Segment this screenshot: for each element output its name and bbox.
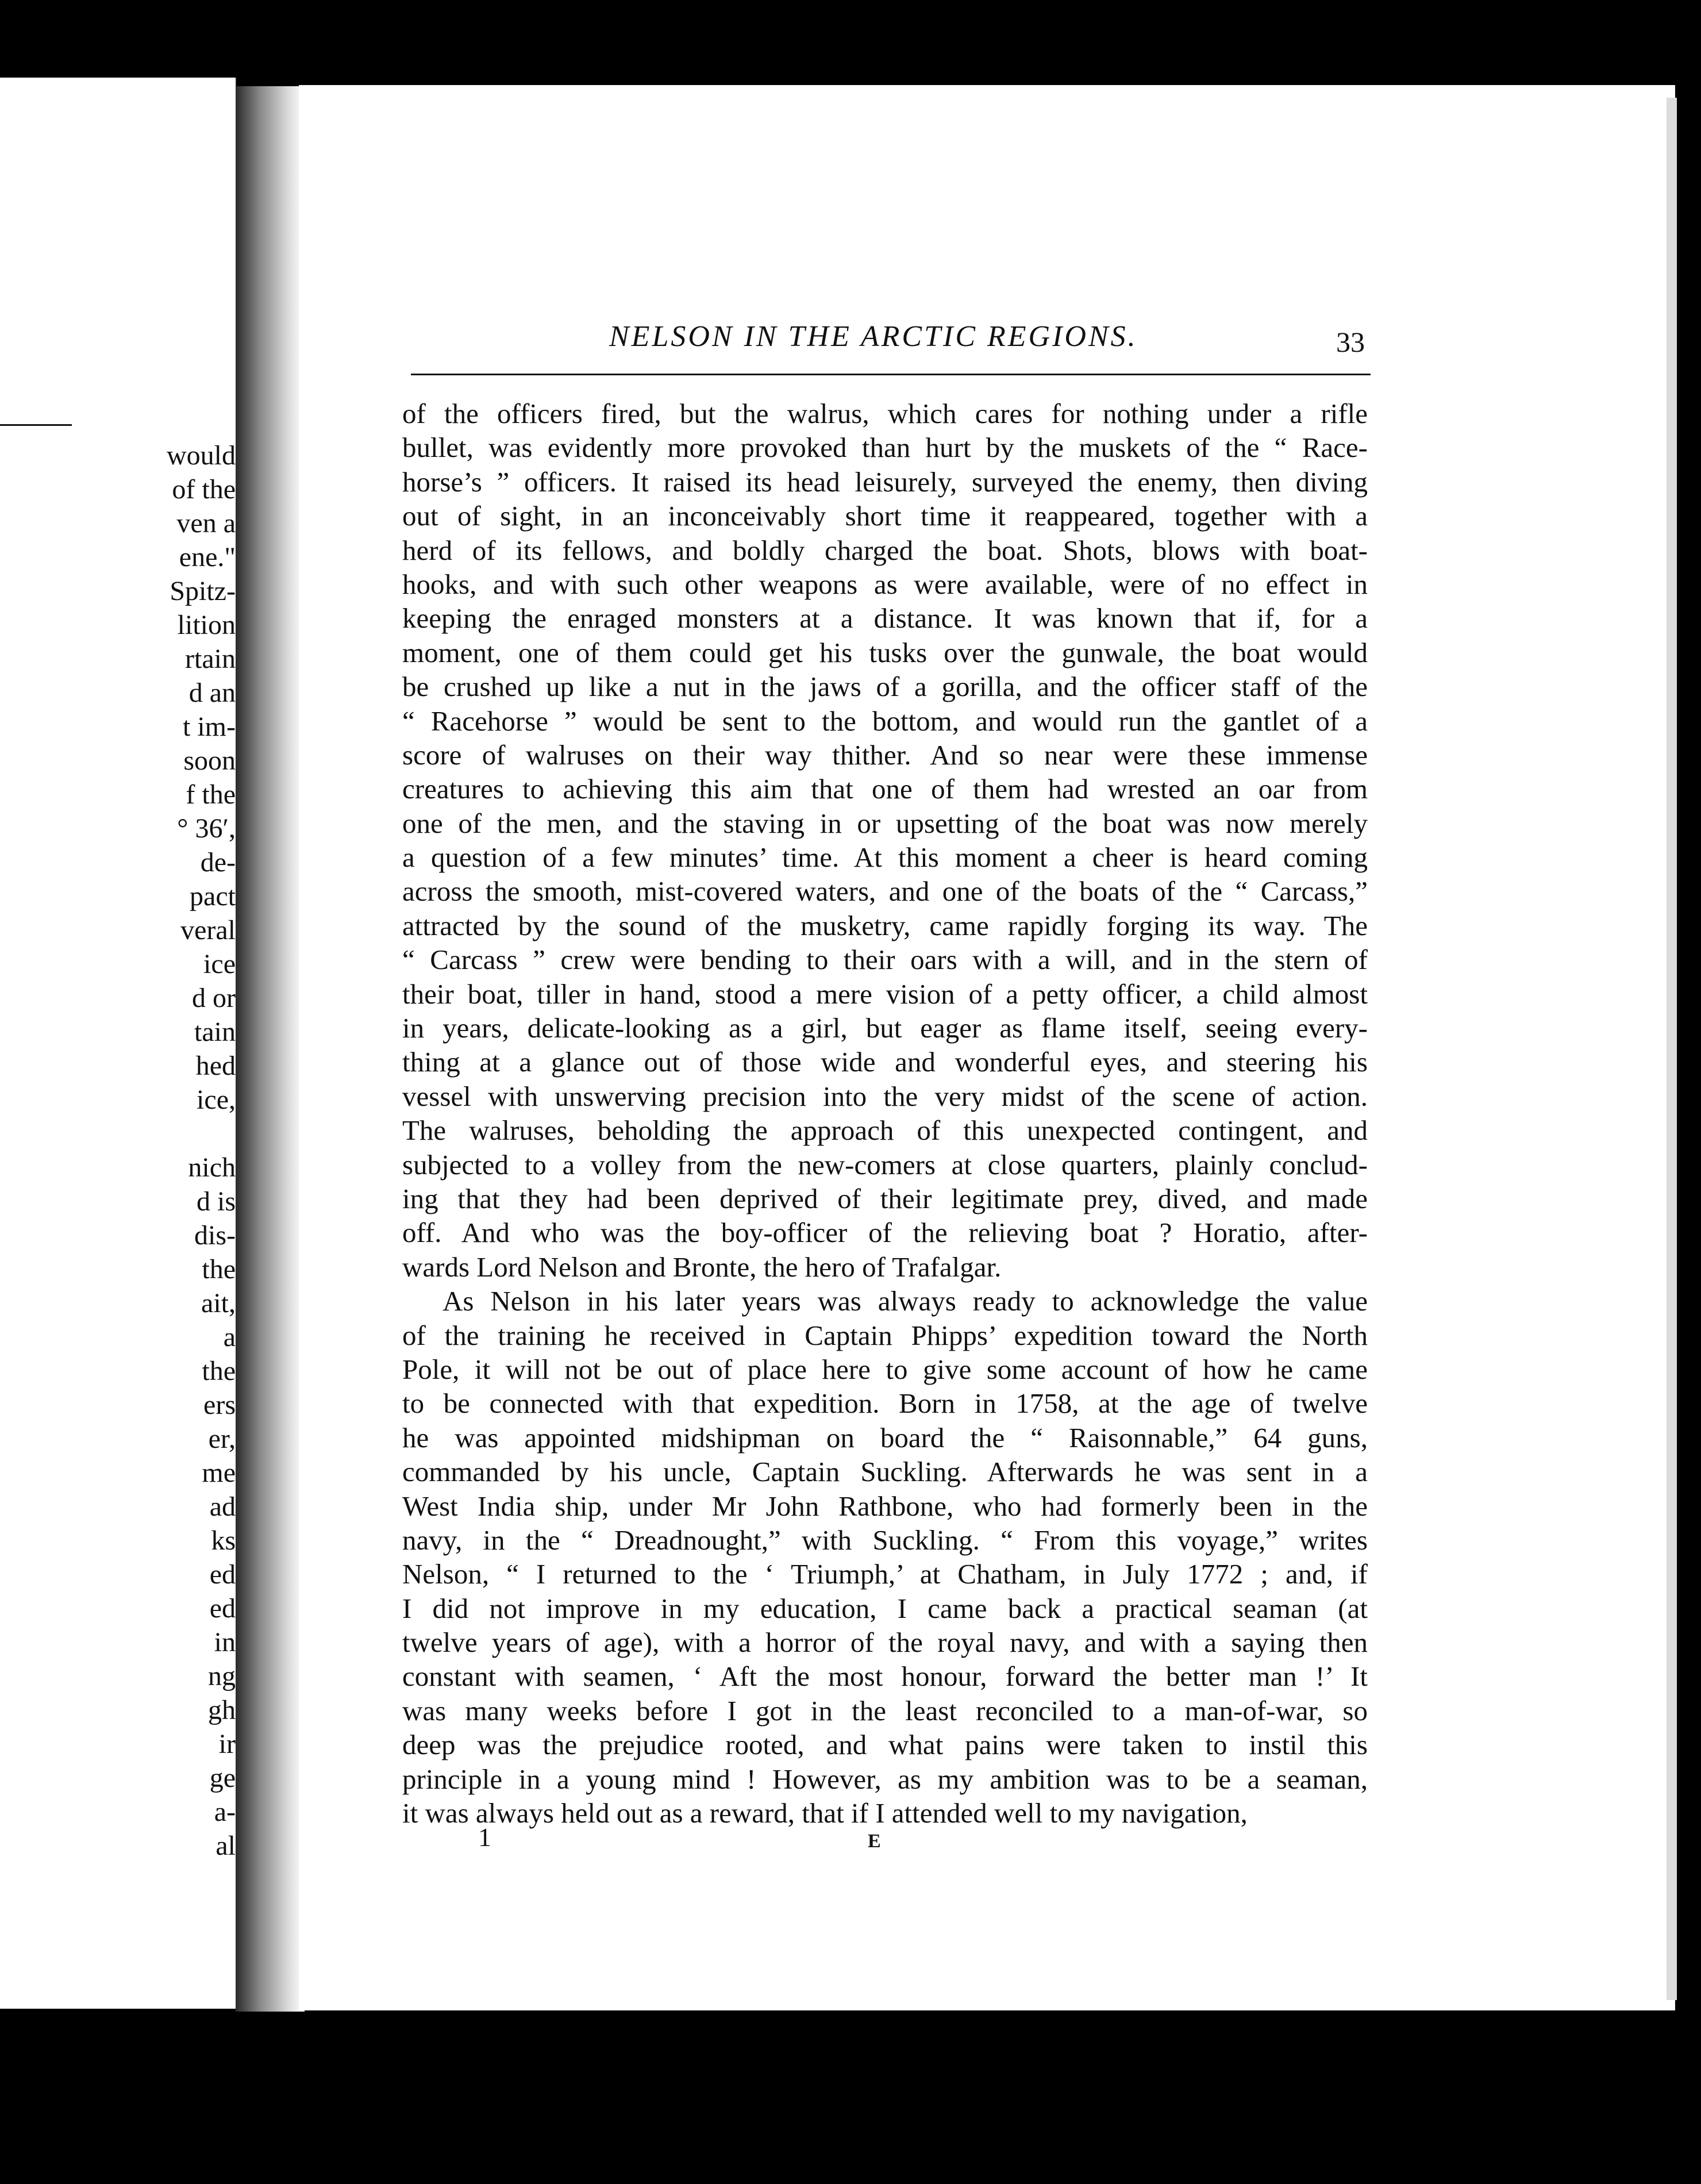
text-line: thing at a glance out of those wide and wonderful eyes, and steering his [402, 1046, 1368, 1078]
left-page-line: ed [209, 1593, 236, 1624]
text-line: deep was the prejudice rooted, and what pains were taken to instil this [402, 1729, 1368, 1761]
text-line: West India ship, under Mr John Rathbone, who had formerly been in the [402, 1490, 1368, 1522]
text-line: As Nelson in his later years was always ready to acknowledge the value [442, 1285, 1368, 1317]
text-line: it was always held out as a reward, that if I attended well to my navigation, [402, 1797, 1248, 1829]
left-page-line: er, [208, 1424, 236, 1454]
left-page-line: a [223, 1322, 236, 1352]
text-line: attracted by the sound of the musketry, came rapidly forging its way. The [402, 909, 1368, 941]
sheet-letter: E [868, 1831, 881, 1852]
left-page-line: dis- [194, 1220, 236, 1251]
left-page-line: veral [180, 915, 236, 945]
text-line: a question of a few minutes’ time. At this moment a cheer is heard coming [402, 841, 1368, 874]
text-line: be crushed up like a nut in the jaws of a gorilla, and the officer staff of the [402, 671, 1368, 703]
text-line: herd of its fellows, and boldly charged the boat. Shots, blows with boat- [402, 534, 1368, 566]
left-page-line: ng [208, 1661, 236, 1691]
text-line: Nelson, “ I returned to the ‘ Triumph,’ at Chatham, in July 1772 ; and, if [402, 1558, 1368, 1590]
left-page-line: tain [194, 1017, 236, 1047]
text-line: one of the men, and the staving in or upsetting of the boat was now merely [402, 807, 1368, 839]
text-line: hooks, and with such other weapons as were available, were of no effect in [402, 568, 1368, 600]
left-page-line [161, 1117, 236, 1151]
left-page-line: ks [211, 1525, 236, 1556]
left-page-line: ° 36′, [177, 813, 236, 844]
left-page-line: rtain [185, 644, 236, 674]
text-line: was many weeks before I got in the least reconciled to a man-of-war, so [402, 1694, 1368, 1727]
left-page-line: would [167, 440, 236, 471]
text-line: out of sight, in an inconceivably short time it reappeared, together with a [402, 500, 1368, 532]
left-page-line: lition [177, 610, 236, 640]
text-line: creatures to achieving this aim that one of them had wrested an oar from [402, 773, 1368, 805]
left-page-line: d is [196, 1186, 236, 1217]
left-page-line: me [202, 1458, 236, 1488]
running-head: NELSON IN THE ARCTIC REGIONS. [609, 320, 1138, 353]
left-page-line: ene." [179, 542, 236, 572]
left-page-line: al [215, 1831, 236, 1861]
left-page-text [161, 439, 236, 1863]
left-page-line: soon [183, 745, 236, 776]
text-line: vessel with unswerving precision into the very midst of the scene of action. [402, 1080, 1368, 1112]
left-page-line: de- [200, 847, 236, 878]
signature-mark: 1 [478, 1822, 491, 1852]
left-page-line: of the [172, 474, 236, 505]
left-page-line: f the [186, 779, 236, 810]
text-line: I did not improve in my education, I came back a practical seaman (at [402, 1592, 1368, 1624]
text-line: their boat, tiller in hand, stood a mere vision of a petty officer, a child almost [402, 978, 1368, 1010]
text-line: commanded by his uncle, Captain Suckling. Afterwards he was sent in a [402, 1456, 1368, 1488]
left-page-line: ice [203, 949, 236, 979]
text-line: twelve years of age), with a horror of the royal navy, and with a saying then [402, 1627, 1368, 1659]
left-page-line: ven a [176, 508, 236, 539]
page-number: 33 [1336, 326, 1365, 358]
left-page-line: a- [214, 1797, 236, 1827]
left-page-line: the [202, 1356, 236, 1386]
text-line: bullet, was evidently more provoked than hurt by the muskets of the “ Race- [402, 432, 1368, 464]
header-rule [411, 374, 1371, 375]
text-line: score of walruses on their way thither. And so near were these immense [402, 739, 1368, 771]
text-line: subjected to a volley from the new-comers at close quarters, plainly conclud- [402, 1148, 1368, 1181]
book-gutter [236, 86, 305, 2012]
left-page-line: ir [218, 1729, 236, 1759]
left-page-line: Spitz- [170, 576, 236, 606]
text-line: ing that they had been deprived of their legitimate prey, dived, and made [402, 1182, 1368, 1214]
left-page-line: ait, [201, 1288, 236, 1318]
left-page-line: the [202, 1254, 236, 1285]
text-line: “ Racehorse ” would be sent to the bottom, and would run the gantlet of a [402, 705, 1368, 737]
text-line: keeping the enraged monsters at a distance. It was known that if, for a [402, 602, 1368, 635]
text-line: of the officers fired, but the walrus, which cares for nothing under a rifle [402, 398, 1368, 429]
page-edge [1667, 98, 1677, 2000]
text-line: Pole, it will not be out of place here to give some account of how he came [402, 1353, 1368, 1385]
text-line: of the training he received in Captain Phipps’ expedition toward the North [402, 1319, 1368, 1351]
text-line: The walruses, beholding the approach of this unexpected contingent, and [402, 1114, 1368, 1147]
text-line: “ Carcass ” crew were bending to their oars with a will, and in the stern of [402, 944, 1368, 976]
left-page-line: gh [208, 1695, 236, 1725]
left-page-line: nich [188, 1152, 236, 1183]
left-page-line: t im- [183, 712, 236, 742]
text-line: to be connected with that expedition. Born in 1758, at the age of twelve [402, 1387, 1368, 1420]
body-text [402, 397, 1368, 1830]
left-page-line: pact [190, 881, 236, 912]
left-page-line: ge [209, 1763, 236, 1793]
text-line: principle in a young mind ! However, as my ambition was to be a seaman, [402, 1763, 1368, 1795]
left-page-line: d an [188, 678, 236, 708]
text-line: off. And who was the boy-officer of the relieving boat ? Horatio, after- [402, 1217, 1368, 1249]
text-line: constant with seamen, ‘ Aft the most honour, forward the better man !’ It [402, 1660, 1368, 1693]
text-line: horse’s ” officers. It raised its head leisurely, surveyed the enemy, then diving [402, 466, 1368, 498]
text-line: navy, in the “ Dreadnought,” with Suckling. “ From this voyage,” writes [402, 1524, 1368, 1556]
left-page-line: ice, [197, 1085, 236, 1115]
left-page-line: ers [203, 1390, 236, 1420]
left-page-rule [0, 424, 72, 426]
left-page-line: ad [209, 1491, 236, 1522]
left-page-line: d or [192, 983, 236, 1013]
left-page-line: ed [209, 1559, 236, 1590]
left-page-line: hed [195, 1051, 236, 1081]
text-line: moment, one of them could get his tusks over the gunwale, the boat would [402, 636, 1368, 668]
text-line: wards Lord Nelson and Bronte, the hero of Trafalgar. [402, 1251, 1002, 1283]
text-line: across the smooth, mist-covered waters, and one of the boats of the “ Carcass,” [402, 875, 1368, 908]
text-line: he was appointed midshipman on board the “ Raisonnable,” 64 guns, [402, 1421, 1368, 1454]
left-page-line: in [214, 1627, 236, 1658]
text-line: in years, delicate-looking as a girl, but eager as flame itself, seeing every- [402, 1012, 1368, 1044]
left-page [0, 78, 237, 2009]
